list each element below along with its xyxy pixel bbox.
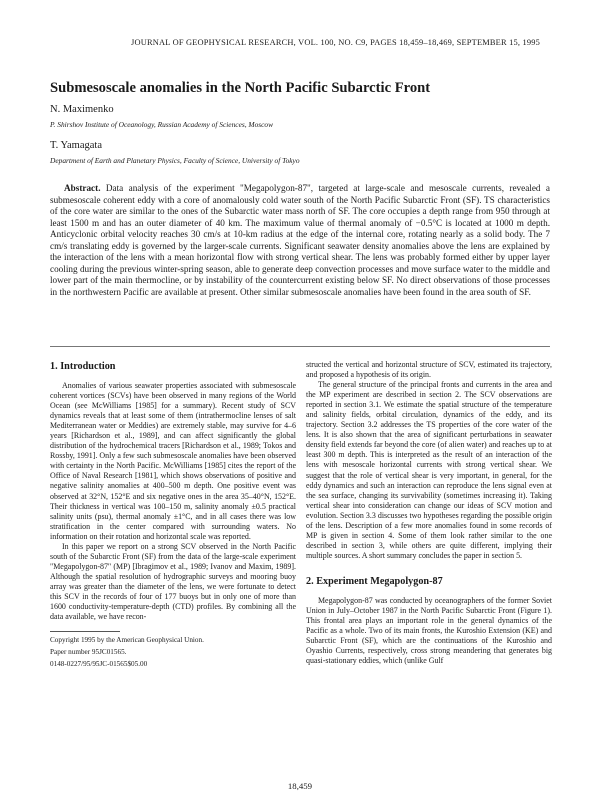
paragraph: Megapolygon-87 was conducted by oceanographers of the former Soviet Union in July–October 1987 in the North Pacific Subarctic Front (Figure 1). This frontal area plays an important role in the general dynamics of the Pacific as a whole. Two of its main fronts, the Kuroshio Extension (KE) and Subarctic Front (SF), which are the continuations of the Kuroshio and Oyashio Currents, respectively, cross strong meandering that generates big quasi-stationary eddies, which (unlike Gulf — [306, 595, 552, 666]
author-name: T. Yamagata — [50, 140, 103, 151]
author-affiliation: Department of Earth and Planetary Physics, Faculty of Science, University of Tokyo — [50, 156, 300, 165]
author-name: N. Maximenko — [50, 104, 114, 115]
article-title: Submesoscale anomalies in the North Pacific Subarctic Front — [50, 80, 431, 96]
section-heading-introduction: 1. Introduction — [50, 361, 116, 372]
page-number: 18,459 — [287, 781, 313, 791]
right-column — [306, 360, 552, 666]
abstract-text: Data analysis of the experiment "Megapolygon-87", targeted at large-scale and mesoscale currents, revealed a submesoscale coherent eddy with a core of anomalously cold water south of the North Pacific Subarctic Front (SF). TS characteristics of the core water are similar to the ones of the Subarctic water mass north of SF. The core occupies a depth range from 950 through at least 1500 m and has an outer diameter of 40 km. The maximum value of thermal anomaly of −0.5°C is located at 1000 m depth. Anticyclonic orbital velocity reaches 30 cm/s at 10-km radius at the edge of the internal core, rotating nearly as a solid body. The 7 cm/s translating eddy is governed by the larger-scale currents. Significant seawater density anomalies above the lens are explained by the interaction of the lens with a mean horizontal flow with strong vertical shear. The lens was probably formed either by upper layer cooling during the previous winter-spring season, able to generate deep convection processes and move surface water to the middle and lower part of the main thermocline, or by instability of the countercurrent existing below SF. No direct observations of those processes in the northwestern Pacific are available at present. Other similar submesoscale anomalies have been found in the area south of SF. — [50, 183, 550, 297]
section-divider — [50, 346, 550, 347]
paragraph: In this paper we report on a strong SCV observed in the North Pacific south of the Subarctic Front (SF) from the data of the large-scale experiment "Megapolygon-87" (MP) [Ibragimov et al., 1989; Ivanov and Maxim, 1989]. Although the spatial resolution of hydrographic surveys and mooring buoy array was greater than the diameter of the lens, we were fortunate to detect this SCV in the records of four of 177 buoys but in only one of more than 1600 conductivity-temperature-depth (CTD) profiles. By combining all the data available, we have recon- — [50, 541, 296, 622]
copyright-notice: Copyright 1995 by the American Geophysical Union. — [50, 636, 204, 645]
paragraph: structed the vertical and horizontal structure of SCV, estimated its trajectory, and proposed a hypothesis of its origin. — [306, 360, 552, 380]
section-heading-experiment: 2. Experiment Megapolygon-87 — [306, 575, 443, 587]
running-head: JOURNAL OF GEOPHYSICAL RESEARCH, VOL. 100, NO. C9, PAGES 18,459–18,469, SEPTEMBER 15, 1995 — [131, 38, 540, 47]
paragraph: The general structure of the principal fronts and currents in the area and the MP experiment are described in section 2. The SCV observations are reported in section 3.1. We estimate the spatial structure of the temperature and salinity fields, orbital circulation, dynamics of the eddy, and its trajectory. Section 3.2 addresses the TS properties of the core water of the lens. It is also shown that the area of significant perturbations in seawater density field extends far beyond the core (of alien water) and reaches up to at least 300 m depth. This is interpreted as the result of an interaction of the lens with mesoscale horizontal currents with strong vertical shear. We suggest that the role of vertical shear is very important, in general, for the eddy dynamics and such an interaction can reproduce the lens signal even at the sea surface, changing its survivability (sometimes increasing it). Taking vertical shear into consideration can change our ideas of SCV motion and evolution. Section 3.3 discusses two hypotheses regarding the possible origin of the lens. Description of a few more anomalies found in some records of MP is given in section 4. Some of them look rather similar to the one described in section 3, while others are quite different, implying their multiple sources. A short summary concludes the paper in section 5. — [306, 380, 552, 560]
abstract-label: Abstract. — [64, 183, 101, 193]
author-affiliation: P. Shirshov Institute of Oceanology, Russian Academy of Sciences, Moscow — [50, 120, 274, 129]
paper-number: Paper number 95JC01565. — [50, 648, 127, 657]
paragraph: Anomalies of various seawater properties associated with submesoscale coherent vortices (SCVs) have been observed in many regions of the World Ocean (see McWilliams [1985] for a summary). Recent study of SCV dynamics reveals that at least some of them (intrathermocline lenses of salt Mediterranean water or Meddies) are extremely stable, may survive for 4–6 years [Richardson et al., 1989], and can affect significantly the global distribution of the hydrochemical tracers [Richardson et al., 1989; Tokos and Rossby, 1991]. Only a few such submesoscale anomalies have been observed with certainty in the North Pacific. McWilliams [1985] cites the report of the Office of Naval Research [1981], which shows observations of positive and negative salinity anomalies at 400–500 m depth. One positive event was observed at 32°N, 152°E and six negative ones in the area 35–40°N, 152°E. Their thickness in vertical was 100–150 m, salinity anomaly ±0.5 practical salinity units (psu), thermal anomaly ±1°C, and in all cases there was low stratification in the center compared with surrounding waters. No information on their rotation and horizontal scale was reported. — [50, 381, 296, 541]
issn-code: 0148-0227/95/95JC-01565$05.00 — [50, 660, 148, 669]
abstract — [50, 183, 550, 298]
left-column — [50, 360, 296, 669]
